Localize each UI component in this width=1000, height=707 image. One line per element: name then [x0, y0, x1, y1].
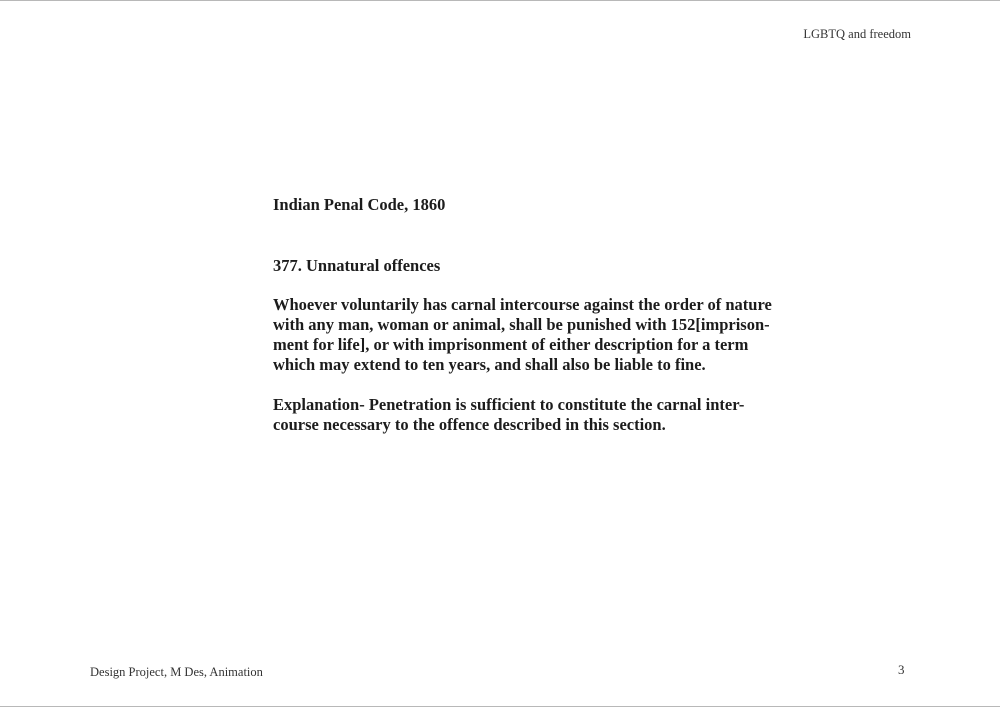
paragraph-line: Whoever voluntarily has carnal intercourse against the order of nature — [273, 295, 772, 314]
paragraph-line: which may extend to ten years, and shall also be liable to fine. — [273, 355, 706, 374]
section-heading: 377. Unnatural offences — [273, 256, 441, 275]
explanation-paragraph — [273, 395, 803, 435]
paragraph-line: ment for life], or with imprisonment of either description for a term — [273, 335, 749, 354]
running-header: LGBTQ and freedom — [803, 27, 911, 41]
paragraph-line: Explanation- Penetration is sufficient to constitute the carnal inter- — [273, 395, 745, 414]
section-body-paragraph — [273, 295, 803, 375]
paragraph-line: with any man, woman or animal, shall be punished with 152[imprison- — [273, 315, 770, 334]
page-number: 3 — [898, 662, 905, 677]
paragraph-line: course necessary to the offence described in this section. — [273, 415, 666, 434]
document-title: Indian Penal Code, 1860 — [273, 195, 446, 214]
footer-project-label: Design Project, M Des, Animation — [90, 665, 263, 679]
main-content — [273, 194, 803, 435]
